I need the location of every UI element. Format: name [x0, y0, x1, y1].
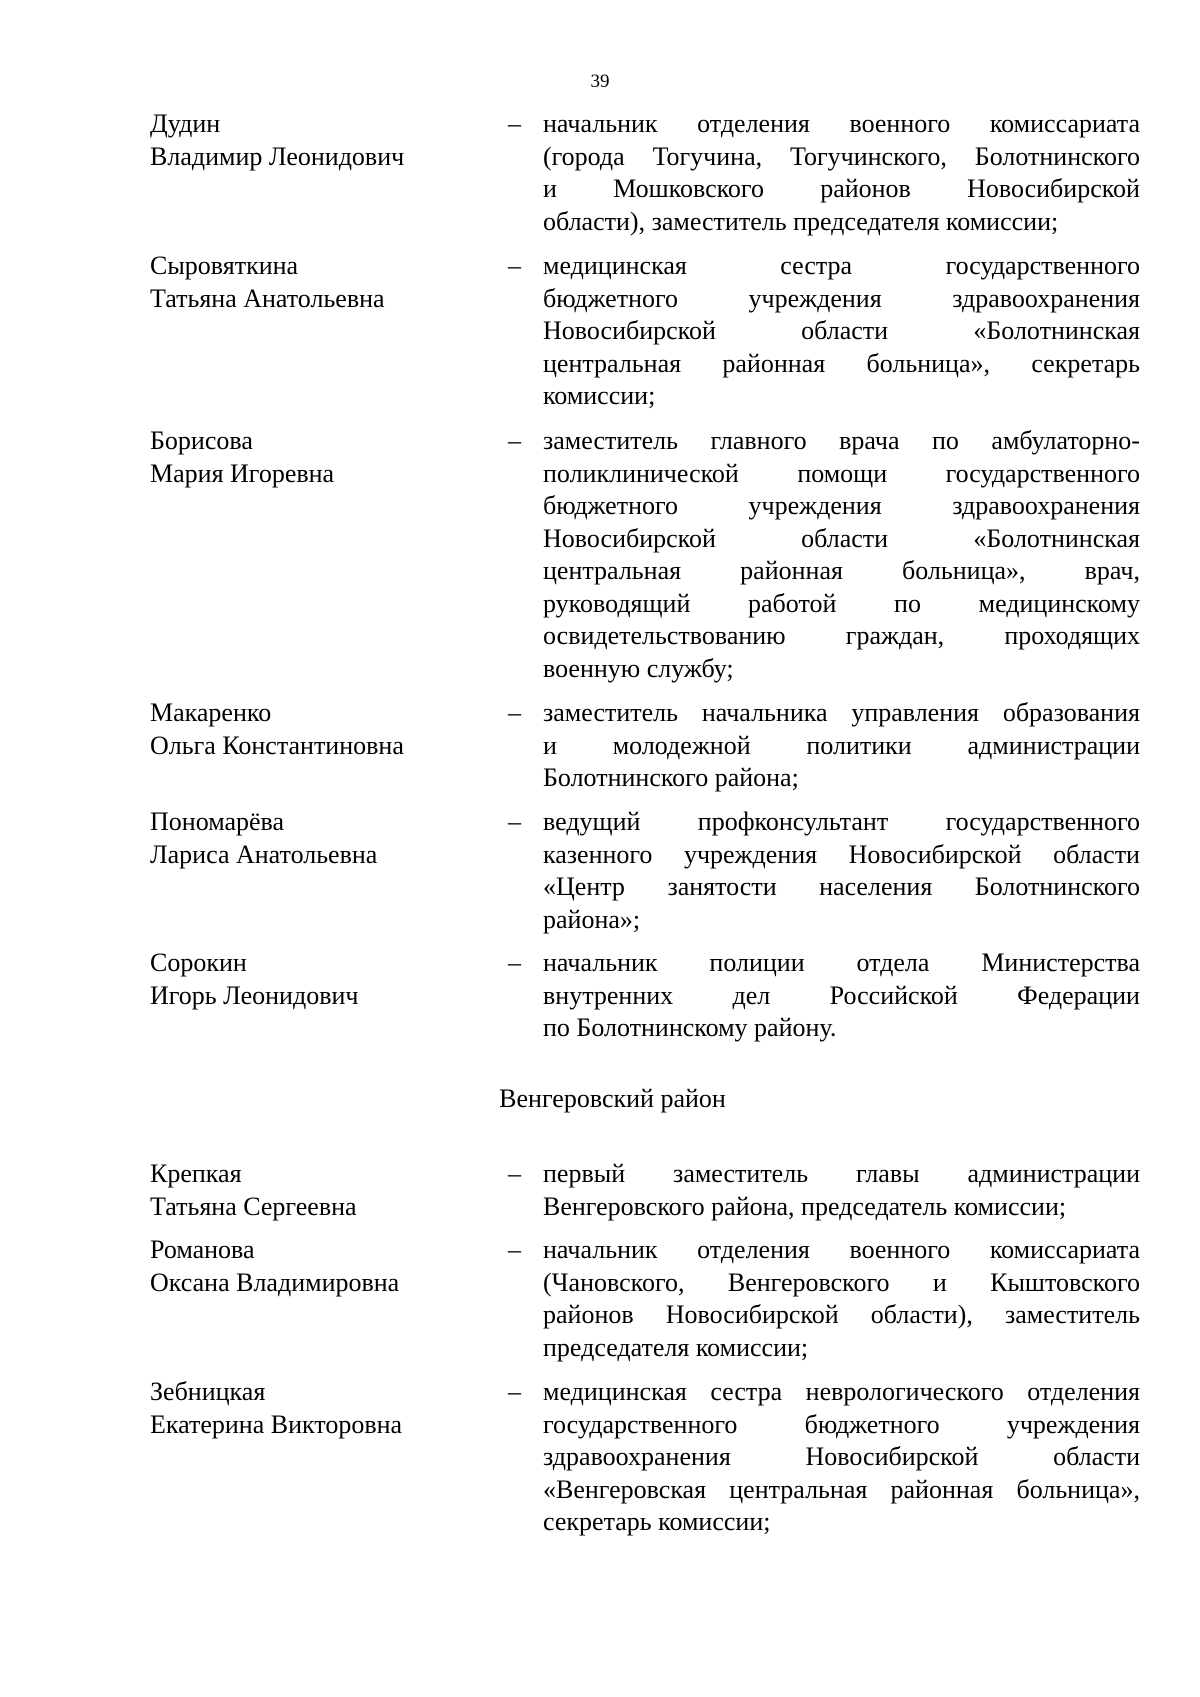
- member-name: [150, 1234, 495, 1299]
- position-line: центральная районная больница», врач,: [543, 556, 1140, 585]
- position-line: освидетельствованию граждан, проходящих: [543, 621, 1140, 650]
- member-name: [150, 806, 495, 871]
- member-given-names: Оксана Владимировна: [150, 1267, 400, 1297]
- position-line: Новосибирской области «Болотнинская: [543, 523, 1140, 553]
- dash-separator: –: [508, 807, 521, 836]
- position-line: центральная районная больница», секретарь: [543, 348, 1140, 378]
- position-line: Венгеровского района, председатель комиссии;: [543, 1191, 1067, 1221]
- position-line: Новосибирской области «Болотнинская: [543, 316, 1140, 345]
- member-given-names: Татьяна Анатольевна: [150, 283, 385, 313]
- member-given-names: Ольга Константиновна: [150, 730, 404, 760]
- member-surname: Дудин: [150, 109, 221, 138]
- position-line: начальник полиции отдела Министерства: [543, 948, 1140, 977]
- dash-separator: –: [508, 698, 521, 727]
- position-line: поликлинической помощи государственного: [543, 458, 1140, 488]
- member-position: [543, 697, 1140, 795]
- position-line: военную службу;: [543, 653, 734, 683]
- member-position: [543, 1376, 1140, 1539]
- position-line: (Чановского, Венгеровского и Кыштовского: [543, 1267, 1140, 1297]
- dash-separator: –: [508, 1159, 521, 1188]
- position-line: «Центр занятости населения Болотнинского: [543, 872, 1140, 901]
- position-line: по Болотнинскому району.: [543, 1013, 837, 1042]
- member-surname: Романова: [150, 1235, 255, 1264]
- section-heading: Венгеровский район: [499, 1084, 726, 1113]
- position-line: внутренних дел Российской Федерации: [543, 980, 1140, 1010]
- member-position: [543, 108, 1140, 238]
- member-position: [543, 425, 1140, 685]
- position-line: начальник отделения военного комиссариата: [543, 109, 1140, 138]
- dash-separator: –: [508, 1235, 521, 1264]
- member-name: [150, 1158, 495, 1223]
- member-surname: Борисова: [150, 426, 253, 455]
- member-name: [150, 250, 495, 315]
- position-line: и Мошковского районов Новосибирской: [543, 174, 1140, 203]
- position-line: заместитель главного врача по амбулаторно-: [543, 426, 1140, 455]
- member-name: [150, 697, 495, 762]
- dash-separator: –: [508, 109, 521, 138]
- position-line: заместитель начальника управления образования: [543, 698, 1140, 727]
- position-line: первый заместитель главы администрации: [543, 1159, 1140, 1188]
- dash-separator: –: [508, 251, 521, 280]
- member-surname: Крепкая: [150, 1159, 242, 1188]
- member-given-names: Игорь Леонидович: [150, 980, 359, 1010]
- member-name: [150, 947, 495, 1012]
- position-line: Болотнинского района;: [543, 763, 799, 792]
- member-given-names: Мария Игоревна: [150, 458, 335, 488]
- position-line: медицинская сестра неврологического отделения: [543, 1377, 1140, 1406]
- member-surname: Сыровяткина: [150, 251, 299, 280]
- member-position: [543, 806, 1140, 936]
- position-line: бюджетного учреждения здравоохранения: [543, 491, 1140, 520]
- member-name: [150, 108, 495, 173]
- member-surname: Макаренко: [150, 698, 272, 727]
- member-position: [543, 947, 1140, 1045]
- member-given-names: Татьяна Сергеевна: [150, 1191, 357, 1221]
- position-line: председателя комиссии;: [543, 1332, 809, 1362]
- position-line: и молодежной политики администрации: [543, 730, 1140, 760]
- position-line: начальник отделения военного комиссариата: [543, 1235, 1140, 1264]
- member-name: [150, 425, 495, 490]
- member-position: [543, 250, 1140, 413]
- page-number: 39: [590, 71, 610, 92]
- member-surname: Пономарёва: [150, 807, 285, 836]
- member-position: [543, 1158, 1140, 1223]
- position-line: руководящий работой по медицинскому: [543, 588, 1140, 618]
- dash-separator: –: [508, 426, 521, 455]
- dash-separator: –: [508, 1377, 521, 1406]
- position-line: ведущий профконсультант государственного: [543, 807, 1140, 836]
- position-line: здравоохранения Новосибирской области: [543, 1442, 1140, 1471]
- member-given-names: Лариса Анатольевна: [150, 839, 378, 869]
- position-line: (города Тогучина, Тогучинского, Болотнинского: [543, 141, 1140, 171]
- position-line: казенного учреждения Новосибирской области: [543, 839, 1140, 869]
- position-line: секретарь комиссии;: [543, 1507, 771, 1536]
- position-line: государственного бюджетного учреждения: [543, 1409, 1140, 1439]
- member-surname: Зебницкая: [150, 1377, 266, 1406]
- position-line: «Венгеровская центральная районная больница»,: [543, 1474, 1140, 1504]
- position-line: комиссии;: [543, 381, 656, 410]
- position-line: медицинская сестра государственного: [543, 251, 1140, 280]
- position-line: бюджетного учреждения здравоохранения: [543, 283, 1140, 313]
- member-given-names: Екатерина Викторовна: [150, 1409, 403, 1439]
- member-given-names: Владимир Леонидович: [150, 141, 405, 171]
- member-position: [543, 1234, 1140, 1364]
- position-line: района»;: [543, 904, 641, 934]
- position-line: районов Новосибирской области), заместитель: [543, 1300, 1140, 1329]
- member-name: [150, 1376, 495, 1441]
- position-line: области), заместитель председателя комиссии;: [543, 206, 1059, 236]
- member-surname: Сорокин: [150, 948, 247, 977]
- dash-separator: –: [508, 948, 521, 977]
